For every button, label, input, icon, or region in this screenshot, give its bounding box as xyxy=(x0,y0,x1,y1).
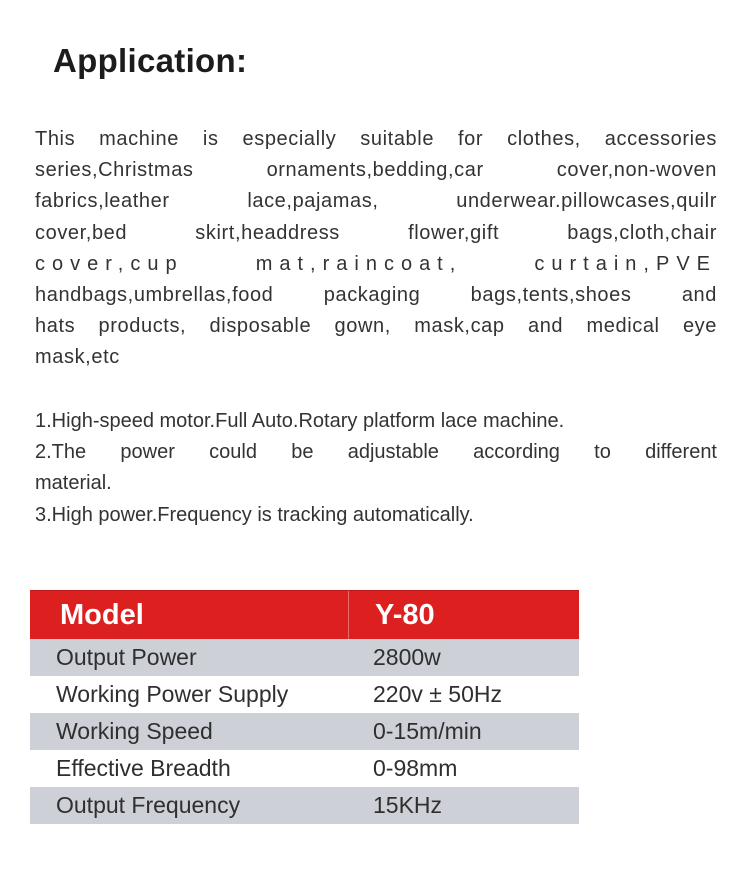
spec-value: 220v ± 50Hz xyxy=(373,681,502,707)
intro-line: This machine is especially suitable for clothes, accessories xyxy=(35,128,717,150)
header-label-cell: Model xyxy=(30,591,349,639)
feature-item: material. xyxy=(35,472,112,495)
table-row xyxy=(30,787,579,824)
spec-label: Working Speed xyxy=(56,718,213,744)
intro-line: mask,etc xyxy=(35,346,120,369)
intro-line: series,Christmas ornaments,bedding,car cover,non-woven xyxy=(35,159,717,182)
feature-item: 1.High-speed motor.Full Auto.Rotary platform lace machine. xyxy=(35,410,565,432)
table-row xyxy=(30,639,579,676)
table-row xyxy=(30,750,579,787)
intro-line: handbags,umbrellas,food packaging bags,tents,shoes and xyxy=(35,284,717,307)
spec-value: 0-98mm xyxy=(373,755,458,781)
spec-value: 0-15m/min xyxy=(373,718,482,744)
feature-item: 2.The power could be adjustable according to different xyxy=(35,441,717,464)
spec-label: Effective Breadth xyxy=(56,755,231,781)
intro-line: cover,bed skirt,headdress flower,gift bags,cloth,chair xyxy=(35,221,717,244)
header-value-cell: Y-80 xyxy=(375,599,435,631)
page-title: Application: xyxy=(53,42,248,79)
spec-label: Working Power Supply xyxy=(56,681,289,707)
spec-table xyxy=(30,590,579,824)
intro-line: fabrics,leather lace,pajamas, underwear.pillowcases,quilr xyxy=(35,190,717,213)
feature-list xyxy=(35,406,717,531)
feature-item: 3.High power.Frequency is tracking automatically. xyxy=(35,503,474,526)
table-row xyxy=(30,713,579,750)
intro-paragraph xyxy=(35,124,717,374)
table-row xyxy=(30,676,579,713)
spec-label: Output Power xyxy=(56,644,197,670)
spec-label: Output Frequency xyxy=(56,792,241,818)
intro-line: hats products, disposable gown, mask,cap and medical eye xyxy=(35,315,717,338)
spec-value: 15KHz xyxy=(373,792,443,818)
spec-table-header xyxy=(30,590,579,639)
spec-value: 2800w xyxy=(373,644,441,670)
intro-line: cover,cup mat,raincoat, curtain,PVE xyxy=(35,252,717,275)
